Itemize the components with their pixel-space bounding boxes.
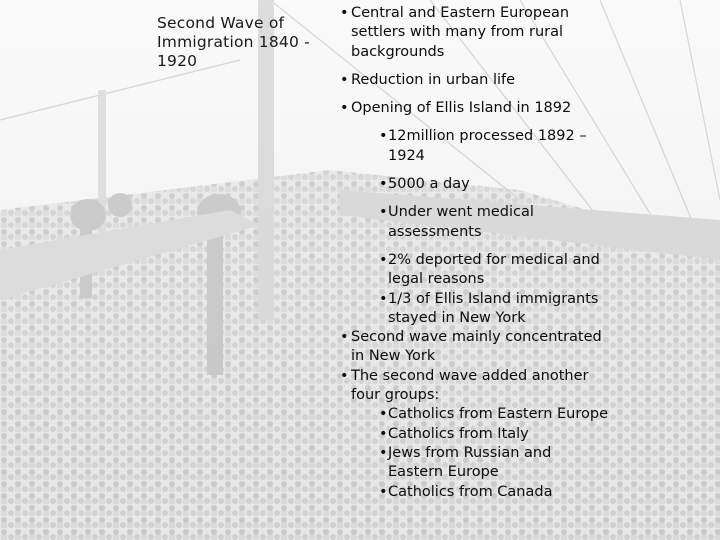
bullet-list xyxy=(348,4,610,502)
sub-bullet-item xyxy=(348,425,610,444)
bullet-list-panel xyxy=(348,4,610,502)
bullet-text: The second wave added another four groups: xyxy=(351,367,589,404)
sub-bullet-item xyxy=(348,290,610,329)
bullet-text: Catholics from Italy xyxy=(388,425,529,442)
bullet-text: Reduction in urban life xyxy=(351,71,516,88)
bullet-text: Second wave mainly concentrated in New York xyxy=(351,329,602,365)
slide-title: Second Wave of Immigration 1840 - 1920 xyxy=(157,14,310,70)
bullet-text: Central and Eastern European settlers with many from rural backgrounds xyxy=(351,5,570,60)
bullet-text: 5000 a day xyxy=(388,176,470,193)
bullet-text: Jews from Russian and Eastern Europe xyxy=(388,444,552,481)
sub-bullet-item xyxy=(348,444,610,483)
bullet-text: Under went medical assessments xyxy=(388,204,534,240)
bullet-text: Catholics from Eastern Europe xyxy=(388,406,609,423)
bullet-item xyxy=(348,71,610,90)
bullet-text: Opening of Ellis Island in 1892 xyxy=(351,100,572,117)
sub-bullet-item xyxy=(348,251,610,290)
sub-bullet-item xyxy=(348,405,610,424)
bullet-item xyxy=(348,4,610,62)
bullet-text: 2% deported for medical and legal reasons xyxy=(388,251,600,288)
bullet-item xyxy=(348,367,610,406)
bullet-text: 12million processed 1892 – 1924 xyxy=(388,128,587,164)
sub-bullet-item xyxy=(348,203,610,242)
bullet-text: Catholics from Canada xyxy=(388,483,553,500)
sub-bullet-item xyxy=(348,483,610,502)
bullet-item xyxy=(348,99,610,118)
bullet-text: 1/3 of Ellis Island immigrants stayed in New York xyxy=(388,290,599,326)
bullet-item xyxy=(348,328,610,367)
sub-bullet-item xyxy=(348,175,610,194)
sub-bullet-item xyxy=(348,127,610,166)
